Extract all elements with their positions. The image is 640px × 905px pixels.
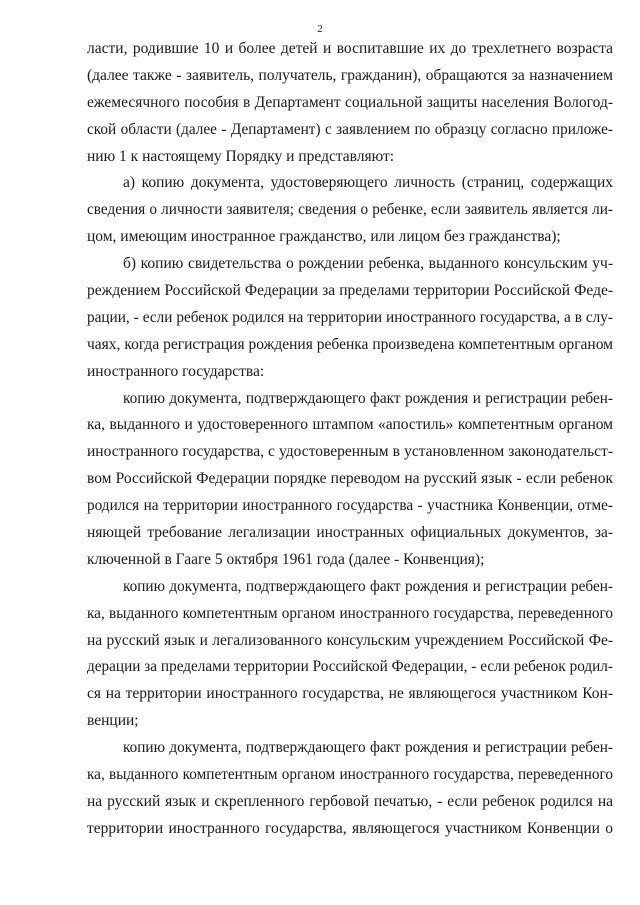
text-line: (далее также - заявитель, получатель, гражданин), обращаются за назначением xyxy=(87,66,613,84)
text-line: реждением Российской Федерации за пределами территории Российской Феде- xyxy=(87,282,613,300)
text-line: няющей требование легализации иностранных официальных документов, за- xyxy=(87,524,613,542)
text-line: ключенной в Гааге 5 октября 1961 года (далее - Конвенция); xyxy=(87,550,485,568)
text-line: копию документа, подтверждающего факт рождения и регистрации ребен- xyxy=(123,577,613,595)
text-line: территории иностранного государства, являющегося участником Конвенции о xyxy=(87,819,613,837)
text-line: родился на территории иностранного государства - участника Конвенции, отме- xyxy=(87,497,613,515)
text-line: б) копию свидетельства о рождении ребенка, выданного консульским уч- xyxy=(123,255,613,273)
text-line: ся на территории иностранного государства, не являющегося участником Кон- xyxy=(87,685,613,703)
text-line: иностранного государства, с удостоверенным в установленном законодательст- xyxy=(87,443,613,461)
text-line: чаях, когда регистрация рождения ребенка произведена компетентным органом xyxy=(87,335,613,353)
text-line: нию 1 к настоящему Порядку и представляют: xyxy=(87,147,395,165)
text-line: рации, - если ребенок родился на территории иностранного государства, а в слу- xyxy=(87,308,613,326)
text-line: венции; xyxy=(87,712,139,730)
text-line: ка, выданного компетентным органом иностранного государства, переведенного xyxy=(87,604,613,622)
text-line: на русский язык и легализованного консульским учреждением Российской Фе- xyxy=(87,631,613,649)
text-line: ежемесячного пособия в Департамент социальной защиты населения Вологод- xyxy=(87,93,613,111)
text-line: ской области (далее - Департамент) с заявлением по образцу согласно приложе- xyxy=(87,120,613,138)
text-line: сведения о личности заявителя; сведения о ребенке, если заявитель является ли- xyxy=(87,201,613,219)
text-line: ка, выданного компетентным органом иностранного государства, переведенного xyxy=(87,766,613,784)
text-line: ласти, родившие 10 и более детей и воспитавшие их до трехлетнего возраста xyxy=(87,40,613,57)
text-line: ка, выданного и удостоверенного штампом «апостиль» компетентным органом xyxy=(87,416,613,434)
document-body xyxy=(87,36,613,843)
text-line: цом, имеющим иностранное гражданство, или лицом без гражданства); xyxy=(87,228,561,246)
text-line: на русский язык и скрепленного гербовой печатью, - если ребенок родился на xyxy=(87,792,613,810)
text-line: дерации за пределами территории Российской Федерации, - если ребенок родил- xyxy=(87,658,613,676)
text-line: а) копию документа, удостоверяющего личность (страниц, содержащих xyxy=(123,174,613,192)
text-line: вом Российской Федерации порядке переводом на русский язык - если ребенок xyxy=(87,470,613,488)
text-line: иностранного государства: xyxy=(87,362,265,380)
text-line: копию документа, подтверждающего факт рождения и регистрации ребен- xyxy=(123,739,613,757)
text-line: копию документа, подтверждающего факт рождения и регистрации ребен- xyxy=(123,389,613,407)
page-number: 2 xyxy=(317,23,323,35)
